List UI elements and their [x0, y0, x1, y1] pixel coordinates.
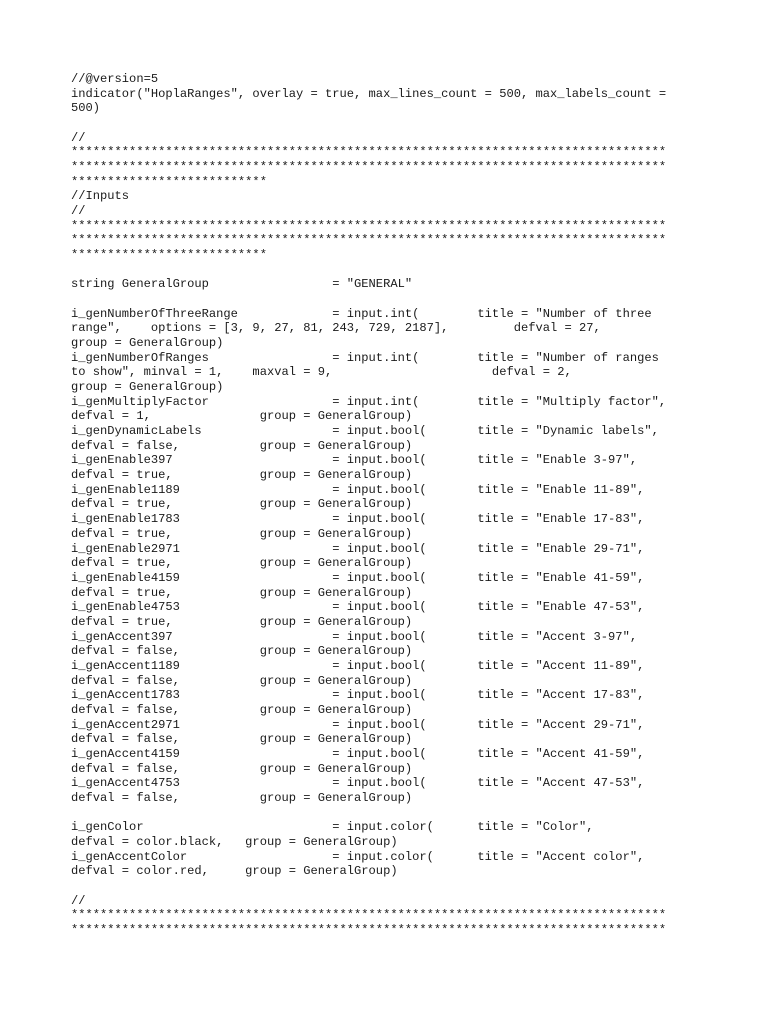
- code-line: i_genDynamicLabels = input.bool( title = "Dynamic labels",: [71, 424, 659, 439]
- code-line: defval = true, group = GeneralGroup): [71, 468, 413, 483]
- code-line: defval = 1, group = GeneralGroup): [71, 409, 413, 424]
- code-line: [71, 263, 761, 278]
- code-line: i_genNumberOfRanges = input.int( title = "Number of ranges: [71, 350, 659, 365]
- code-line: indicator("HoplaRanges", overlay = true, max_lines_count = 500, max_labels_count =: [71, 86, 667, 101]
- code-line: i_genEnable1189 = input.bool( title = "Enable 11-89",: [71, 482, 645, 497]
- code-line: defval = false, group = GeneralGroup): [71, 644, 413, 659]
- code-line: defval = false, group = GeneralGroup): [71, 702, 413, 717]
- code-line: group = GeneralGroup): [71, 380, 224, 395]
- code-line: i_genEnable397 = input.bool( title = "Enable 3-97",: [71, 453, 638, 468]
- code-line: i_genAccent4753 = input.bool( title = "Accent 47-53",: [71, 776, 645, 791]
- code-line: i_genEnable2971 = input.bool( title = "Enable 29-71",: [71, 541, 645, 556]
- code-line: string GeneralGroup = "GENERAL": [71, 277, 413, 292]
- code-line: **********************************************************************************: [71, 160, 667, 175]
- code-line: defval = color.red, group = GeneralGroup): [71, 864, 398, 879]
- code-line: defval = false, group = GeneralGroup): [71, 673, 413, 688]
- code-line: i_genEnable4753 = input.bool( title = "Enable 47-53",: [71, 600, 645, 615]
- code-line: defval = true, group = GeneralGroup): [71, 497, 413, 512]
- code-line: **********************************************************************************: [71, 145, 667, 160]
- code-line: //: [71, 204, 86, 219]
- code-line: [71, 116, 761, 131]
- code-listing: [71, 72, 761, 938]
- code-line: i_genMultiplyFactor = input.int( title = "Multiply factor",: [71, 394, 667, 409]
- code-line: i_genEnable1783 = input.bool( title = "Enable 17-83",: [71, 512, 645, 527]
- code-line: i_genAccent1783 = input.bool( title = "Accent 17-83",: [71, 688, 645, 703]
- code-line: //: [71, 893, 86, 908]
- code-line: [71, 292, 761, 307]
- code-line: defval = color.black, group = GeneralGroup): [71, 834, 398, 849]
- code-line: i_genAccent4159 = input.bool( title = "Accent 41-59",: [71, 746, 645, 761]
- code-line: i_genNumberOfThreeRange = input.int( title = "Number of three: [71, 306, 652, 321]
- code-line: //@version=5: [71, 72, 159, 86]
- code-line: i_genEnable4159 = input.bool( title = "Enable 41-59",: [71, 570, 645, 585]
- code-line: defval = false, group = GeneralGroup): [71, 732, 413, 747]
- code-line: i_genAccent1189 = input.bool( title = "Accent 11-89",: [71, 658, 645, 673]
- code-line: //: [71, 130, 86, 145]
- code-line: to show", minval = 1, maxval = 9, defval = 2,: [71, 365, 572, 380]
- code-line: i_genAccent2971 = input.bool( title = "Accent 29-71",: [71, 717, 645, 732]
- code-line: //Inputs: [71, 189, 130, 204]
- code-line: **********************************************************************************: [71, 922, 667, 937]
- code-line: **********************************************************************************: [71, 233, 667, 248]
- code-line: ***************************: [71, 248, 267, 263]
- code-line: i_genAccentColor = input.color( title = "Accent color",: [71, 849, 645, 864]
- code-line: defval = true, group = GeneralGroup): [71, 556, 413, 571]
- code-line: 500): [71, 101, 101, 116]
- code-line: i_genColor = input.color( title = "Color",: [71, 820, 594, 835]
- code-line: defval = true, group = GeneralGroup): [71, 526, 413, 541]
- code-line: defval = false, group = GeneralGroup): [71, 438, 413, 453]
- code-line: group = GeneralGroup): [71, 336, 224, 351]
- code-line: ***************************: [71, 174, 267, 189]
- code-line: **********************************************************************************: [71, 218, 667, 233]
- code-line: range", options = [3, 9, 27, 81, 243, 729, 2187], defval = 27,: [71, 321, 601, 336]
- code-line: defval = false, group = GeneralGroup): [71, 761, 413, 776]
- code-line: defval = false, group = GeneralGroup): [71, 790, 413, 805]
- code-line: [71, 806, 761, 821]
- code-line: defval = true, group = GeneralGroup): [71, 585, 413, 600]
- code-line: i_genAccent397 = input.bool( title = "Accent 3-97",: [71, 629, 638, 644]
- code-line: defval = true, group = GeneralGroup): [71, 614, 413, 629]
- code-line: **********************************************************************************: [71, 908, 667, 923]
- code-line: [71, 879, 761, 894]
